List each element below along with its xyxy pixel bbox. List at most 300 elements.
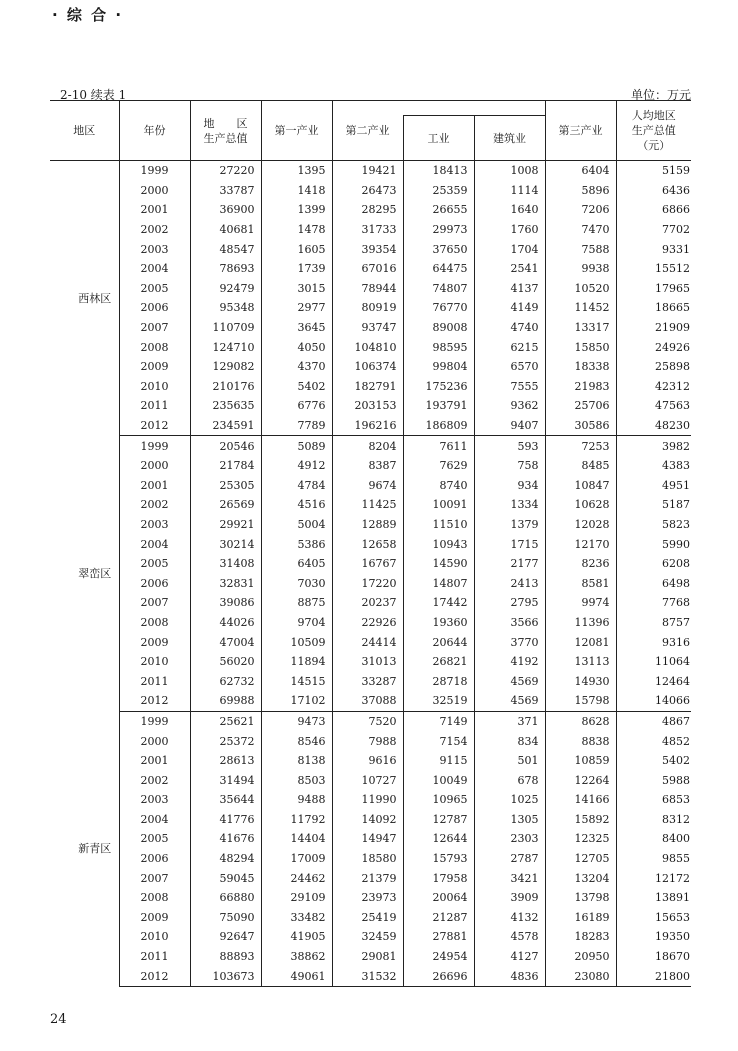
cell-industry: 11510 [403,515,474,535]
table-row [50,318,691,338]
cell-gdp: 27220 [219,164,255,178]
cell-per-capita: 47563 [616,396,691,416]
cell-tertiary: 12081 [545,632,616,652]
table-row [50,711,691,731]
cell-primary: 8138 [261,751,332,771]
cell-per-capita: 4867 [616,711,691,731]
cell-industry: 25359 [403,181,474,201]
cell-industry: 10943 [403,534,474,554]
cell-construction: 4569 [474,671,545,691]
cell-secondary: 26473 [332,181,403,201]
cell-construction: 2787 [474,849,545,869]
cell-industry: 17442 [403,593,474,613]
cell-year: 2000 [119,731,190,751]
table-row [50,495,691,515]
cell-industry: 10049 [403,770,474,790]
cell-tertiary: 12264 [545,770,616,790]
cell-per-capita: 18665 [616,298,691,318]
cell-secondary: 31013 [332,652,403,672]
cell-year: 2012 [119,416,190,436]
cell-secondary: 39354 [332,239,403,259]
cell-tertiary: 8628 [545,711,616,731]
cell-primary: 7789 [261,416,332,436]
cell-primary: 9488 [261,790,332,810]
cell-primary: 6405 [261,554,332,574]
cell-primary: 8503 [261,770,332,790]
table-row [50,947,691,967]
cell-industry: 17958 [403,868,474,888]
region-label: 西林区 [78,291,112,305]
cell-industry: 98595 [403,337,474,357]
cell-per-capita: 12172 [616,868,691,888]
cell-year: 2010 [119,377,190,397]
cell-construction: 6570 [474,357,545,377]
cell-construction: 371 [474,711,545,731]
header-construction: 建筑业 [474,116,545,161]
cell-primary: 1605 [261,239,332,259]
cell-year: 2007 [119,593,190,613]
cell-per-capita: 8757 [616,613,691,633]
cell-tertiary: 10859 [545,751,616,771]
cell-construction: 2177 [474,554,545,574]
cell-industry: 15793 [403,849,474,869]
cell-tertiary: 8581 [545,573,616,593]
cell-gdp: 75090 [219,910,255,924]
table-row [50,298,691,318]
cell-per-capita: 6208 [616,554,691,574]
cell-construction: 758 [474,456,545,476]
cell-secondary: 32459 [332,927,403,947]
cell-per-capita: 13891 [616,888,691,908]
table-row [50,849,691,869]
cell-secondary: 22926 [332,613,403,633]
cell-gdp: 41776 [219,812,255,826]
cell-year: 2007 [119,868,190,888]
cell-industry: 193791 [403,396,474,416]
cell-year: 2001 [119,751,190,771]
table-row [50,396,691,416]
table-row [50,161,691,181]
cell-per-capita: 12464 [616,671,691,691]
region-label: 新青区 [78,842,112,856]
table-row [50,671,691,691]
cell-tertiary: 23080 [545,966,616,986]
cell-gdp: 31494 [219,773,255,787]
cell-per-capita: 17965 [616,279,691,299]
cell-primary: 1418 [261,181,332,201]
cell-primary: 6776 [261,396,332,416]
cell-gdp: 44026 [219,615,255,629]
cell-gdp: 25305 [219,478,255,492]
table-row [50,456,691,476]
cell-per-capita: 48230 [616,416,691,436]
cell-secondary: 78944 [332,279,403,299]
cell-year: 2005 [119,554,190,574]
cell-industry: 29973 [403,220,474,240]
cell-per-capita: 9855 [616,849,691,869]
cell-per-capita: 5159 [616,161,691,181]
cell-tertiary: 13204 [545,868,616,888]
table-row [50,908,691,928]
cell-tertiary: 15892 [545,810,616,830]
cell-year: 2000 [119,181,190,201]
cell-per-capita: 4383 [616,456,691,476]
cell-gdp: 32831 [219,576,255,590]
cell-primary: 5089 [261,436,332,456]
cell-per-capita: 5402 [616,751,691,771]
cell-secondary: 37088 [332,691,403,711]
cell-industry: 12787 [403,810,474,830]
cell-tertiary: 14166 [545,790,616,810]
cell-secondary: 67016 [332,259,403,279]
cell-year: 2012 [119,691,190,711]
cell-industry: 26696 [403,966,474,986]
cell-construction: 4127 [474,947,545,967]
cell-secondary: 14947 [332,829,403,849]
cell-secondary: 18580 [332,849,403,869]
cell-primary: 41905 [261,927,332,947]
region-label: 翠峦区 [78,566,112,580]
cell-year: 2005 [119,829,190,849]
cell-tertiary: 9974 [545,593,616,613]
cell-primary: 4050 [261,337,332,357]
cell-year: 2006 [119,573,190,593]
cell-per-capita: 21800 [616,966,691,986]
table-row [50,239,691,259]
cell-secondary: 12658 [332,534,403,554]
cell-per-capita: 6498 [616,573,691,593]
cell-per-capita: 7768 [616,593,691,613]
cell-tertiary: 7253 [545,436,616,456]
cell-tertiary: 7588 [545,239,616,259]
cell-primary: 3015 [261,279,332,299]
cell-per-capita: 25898 [616,357,691,377]
cell-construction: 9362 [474,396,545,416]
cell-secondary: 31733 [332,220,403,240]
cell-year: 2012 [119,966,190,986]
cell-construction: 2303 [474,829,545,849]
cell-construction: 1025 [474,790,545,810]
cell-tertiary: 21983 [545,377,616,397]
cell-tertiary: 16189 [545,908,616,928]
cell-primary: 1739 [261,259,332,279]
cell-secondary: 25419 [332,908,403,928]
cell-gdp: 56020 [219,655,255,669]
cell-industry: 7154 [403,731,474,751]
cell-industry: 99804 [403,357,474,377]
cell-secondary: 93747 [332,318,403,338]
cell-secondary: 8204 [332,436,403,456]
cell-year: 2009 [119,357,190,377]
section-header: · 综 合 · [52,6,124,24]
cell-industry: 9115 [403,751,474,771]
cell-industry: 20064 [403,888,474,908]
cell-gdp: 59045 [219,871,255,885]
cell-construction: 593 [474,436,545,456]
table-row [50,770,691,790]
cell-year: 2004 [119,810,190,830]
cell-gdp: 124710 [212,340,255,354]
cell-tertiary: 13113 [545,652,616,672]
cell-construction: 6215 [474,337,545,357]
header-secondary: 第二产业 [332,101,403,161]
cell-tertiary: 13317 [545,318,616,338]
cell-industry: 10091 [403,495,474,515]
cell-primary: 4516 [261,495,332,515]
region-cell [50,711,119,986]
cell-primary: 1395 [261,161,332,181]
cell-construction: 1704 [474,239,545,259]
cell-per-capita: 15653 [616,908,691,928]
cell-secondary: 203153 [332,396,403,416]
cell-per-capita: 6853 [616,790,691,810]
cell-tertiary: 18283 [545,927,616,947]
cell-tertiary: 13798 [545,888,616,908]
cell-tertiary: 12325 [545,829,616,849]
table-row [50,751,691,771]
cell-tertiary: 14930 [545,671,616,691]
cell-primary: 49061 [261,966,332,986]
cell-gdp: 48547 [219,242,255,256]
cell-primary: 33482 [261,908,332,928]
cell-gdp: 69988 [190,691,261,711]
cell-primary: 24462 [261,868,332,888]
table-row [50,927,691,947]
cell-year: 1999 [119,161,190,181]
table-row [50,534,691,554]
cell-construction: 4137 [474,279,545,299]
cell-industry: 20644 [403,632,474,652]
cell-tertiary: 5896 [545,181,616,201]
cell-construction: 1715 [474,534,545,554]
cell-construction: 4192 [474,652,545,672]
cell-year: 2010 [119,927,190,947]
cell-year: 2008 [119,337,190,357]
cell-per-capita: 4951 [616,476,691,496]
cell-industry: 28718 [403,671,474,691]
cell-year: 2008 [119,613,190,633]
cell-per-capita: 19350 [616,927,691,947]
cell-gdp: 20546 [219,439,255,453]
cell-construction: 4578 [474,927,545,947]
cell-industry: 37650 [403,239,474,259]
table-row [50,593,691,613]
cell-year: 2004 [119,534,190,554]
cell-tertiary: 25706 [545,396,616,416]
table-row [50,573,691,593]
cell-year: 1999 [119,436,190,456]
cell-tertiary: 18338 [545,357,616,377]
table-row [50,632,691,652]
table-row [50,829,691,849]
cell-year: 2003 [119,790,190,810]
region-cell [50,161,119,436]
cell-per-capita: 15512 [616,259,691,279]
cell-gdp: 129082 [212,360,255,374]
cell-secondary: 12889 [332,515,403,535]
cell-secondary: 7988 [332,731,403,751]
cell-construction: 501 [474,751,545,771]
table-row [50,181,691,201]
cell-industry: 7149 [403,711,474,731]
header-gdp: 地 区 生产总值 [190,101,261,161]
cell-tertiary: 15850 [545,337,616,357]
cell-industry: 24954 [403,947,474,967]
cell-construction: 678 [474,770,545,790]
cell-gdp: 95348 [219,301,255,315]
cell-primary: 5386 [261,534,332,554]
cell-industry: 14590 [403,554,474,574]
cell-per-capita: 5990 [616,534,691,554]
cell-gdp: 29921 [219,517,255,531]
cell-primary: 1478 [261,220,332,240]
cell-year: 2001 [119,200,190,220]
cell-primary: 17009 [261,849,332,869]
table-row [50,416,691,436]
cell-industry: 7611 [403,436,474,456]
cell-tertiary: 9938 [545,259,616,279]
cell-per-capita: 8312 [616,810,691,830]
cell-primary: 38862 [261,947,332,967]
cell-industry: 18413 [403,161,474,181]
cell-secondary: 9674 [332,476,403,496]
cell-gdp: 39086 [219,596,255,610]
cell-secondary: 11990 [332,790,403,810]
cell-construction: 2541 [474,259,545,279]
table-row [50,476,691,496]
cell-year: 2007 [119,318,190,338]
cell-industry: 7629 [403,456,474,476]
table-row [50,790,691,810]
cell-per-capita: 9331 [616,239,691,259]
cell-primary: 14515 [261,671,332,691]
table-row [50,731,691,751]
cell-per-capita: 11064 [616,652,691,672]
cell-year: 2005 [119,279,190,299]
cell-construction: 3770 [474,632,545,652]
cell-primary: 14404 [261,829,332,849]
cell-primary: 2977 [261,298,332,318]
cell-year: 2009 [119,632,190,652]
header-tertiary: 第三产业 [545,101,616,161]
cell-industry: 32519 [403,691,474,711]
cell-year: 2004 [119,259,190,279]
cell-construction: 1640 [474,200,545,220]
cell-tertiary: 12170 [545,534,616,554]
gdp-table [50,100,691,987]
table-row [50,377,691,397]
cell-per-capita: 5988 [616,770,691,790]
cell-construction: 4569 [474,691,545,711]
cell-construction: 1114 [474,181,545,201]
table-row [50,337,691,357]
cell-primary: 4370 [261,357,332,377]
cell-gdp: 41676 [219,832,255,846]
cell-secondary: 14092 [332,810,403,830]
cell-industry: 64475 [403,259,474,279]
cell-construction: 1760 [474,220,545,240]
cell-gdp: 26569 [219,498,255,512]
table-row [50,200,691,220]
cell-secondary: 80919 [332,298,403,318]
cell-secondary: 9616 [332,751,403,771]
cell-construction: 1008 [474,161,545,181]
cell-gdp: 40681 [219,223,255,237]
cell-per-capita: 6436 [616,181,691,201]
cell-secondary: 24414 [332,632,403,652]
cell-tertiary: 15798 [545,691,616,711]
cell-construction: 4836 [474,966,545,986]
table-row [50,652,691,672]
cell-secondary: 23973 [332,888,403,908]
table-row [50,259,691,279]
cell-year: 2002 [119,220,190,240]
cell-year: 1999 [119,711,190,731]
cell-year: 2006 [119,849,190,869]
cell-year: 2010 [119,652,190,672]
cell-primary: 29109 [261,888,332,908]
cell-per-capita: 24926 [616,337,691,357]
table-id: 2-10 续表 1 [60,88,127,102]
cell-per-capita: 6866 [616,200,691,220]
cell-primary: 9704 [261,613,332,633]
cell-construction: 4149 [474,298,545,318]
cell-gdp: 110709 [212,321,255,335]
cell-primary: 10509 [261,632,332,652]
cell-secondary: 10727 [332,770,403,790]
cell-industry: 175236 [403,377,474,397]
cell-year: 2011 [119,671,190,691]
cell-tertiary: 12705 [545,849,616,869]
cell-gdp: 47004 [219,635,255,649]
cell-industry: 19360 [403,613,474,633]
cell-per-capita: 5823 [616,515,691,535]
cell-secondary: 16767 [332,554,403,574]
cell-gdp: 33787 [219,183,255,197]
cell-year: 2003 [119,239,190,259]
table-row [50,810,691,830]
cell-secondary: 29081 [332,947,403,967]
cell-gdp: 28613 [219,754,255,768]
header-secondary-span [403,101,545,116]
cell-gdp: 35644 [219,793,255,807]
cell-year: 2003 [119,515,190,535]
table-row [50,357,691,377]
cell-primary: 3645 [261,318,332,338]
cell-year: 2000 [119,456,190,476]
cell-per-capita: 3982 [616,436,691,456]
header-industry: 工业 [403,116,474,161]
cell-per-capita: 5187 [616,495,691,515]
cell-secondary: 19421 [332,161,403,181]
cell-industry: 26655 [403,200,474,220]
cell-primary: 11792 [261,810,332,830]
unit-label: 单位：万元 [630,88,691,102]
table-row [50,613,691,633]
cell-gdp: 66880 [219,891,255,905]
cell-gdp: 25621 [219,714,255,728]
cell-gdp: 48294 [219,852,255,866]
cell-per-capita: 14066 [616,691,691,711]
cell-primary: 4784 [261,476,332,496]
cell-industry: 74807 [403,279,474,299]
cell-construction: 3909 [474,888,545,908]
cell-primary: 1399 [261,200,332,220]
table-row [50,515,691,535]
cell-construction: 4740 [474,318,545,338]
cell-primary: 8875 [261,593,332,613]
cell-tertiary: 8236 [545,554,616,574]
